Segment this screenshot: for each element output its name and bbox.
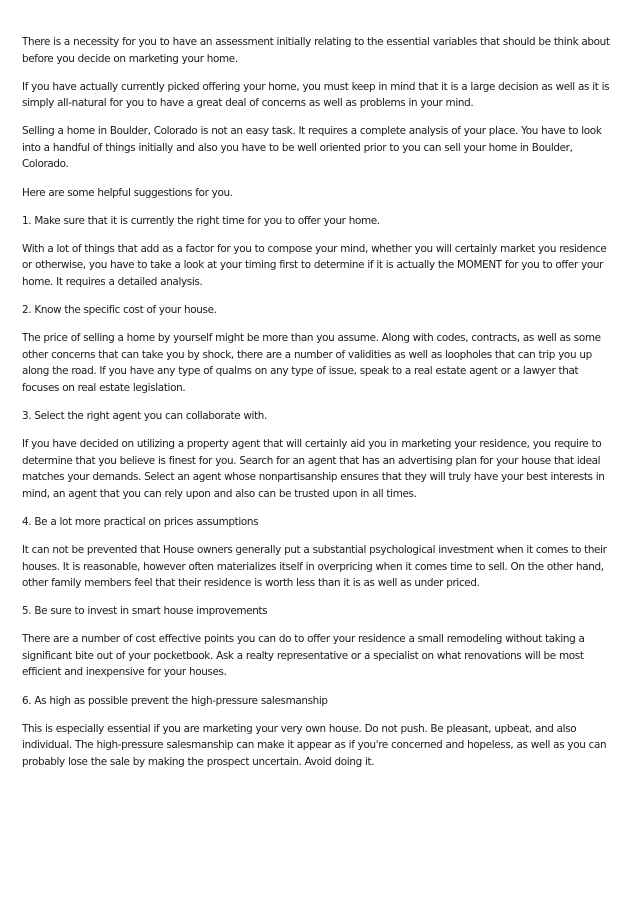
tip-1-heading: 1. Make sure that it is currently the right time for you to offer your home. bbox=[22, 214, 380, 227]
document-body bbox=[22, 34, 618, 782]
decision-paragraph: If you have actually currently picked offering your home, you must keep in mind that it is a large decision as well as it is simply all-natural for you to have a great deal of concerns as well as problems in your mind. bbox=[22, 80, 610, 110]
tip-4-body: It can not be prevented that House owners generally put a substantial psychological investment when it comes to their houses. It is reasonable, however often materializes itself in overpricing when it comes time to sell. On the other hand, other family members feel that their residence is worth less than it is as well as under priced. bbox=[22, 544, 607, 590]
tip-2-heading: 2. Know the specific cost of your house. bbox=[22, 304, 217, 317]
tip-6-body: This is especially essential if you are marketing your very own house. Do not push. Be pleasant, upbeat, and also individual. The high-pressure salesmanship can make it appear as if you're concerned and hopeless, as well as you can probably lose the sale by making the prospect uncertain. Avoid doing it. bbox=[22, 722, 607, 768]
intro-paragraph: There is a necessity for you to have an assessment initially relating to the essential variables that should be think about before you decide on marketing your home. bbox=[22, 36, 610, 65]
tip-3-body: If you have decided on utilizing a property agent that will certainly aid you in marketing your residence, you require to determine that you believe is finest for you. Search for an agent that has an advertising plan for your house that ideal matches your demands. Select an agent whose nonpartisanship ensures that they will truly have your best interests in mind, an agent that you can rely upon and also can be trusted upon in all times. bbox=[22, 438, 605, 500]
tip-4-heading: 4. Be a lot more practical on prices assumptions bbox=[22, 515, 259, 528]
tip-1-body: With a lot of things that add as a factor for you to compose your mind, whether you will certainly market you residence or otherwise, you have to take a look at your timing first to determine if it is actually the MOMENT for you to offer your home. It requires a detailed analysis. bbox=[22, 242, 607, 288]
tip-6-heading: 6. As high as possible prevent the high-pressure salesmanship bbox=[22, 694, 328, 707]
suggestions-intro: Here are some helpful suggestions for you. bbox=[22, 186, 233, 199]
tip-3-heading: 3. Select the right agent you can collaborate with. bbox=[22, 410, 267, 422]
boulder-paragraph: Selling a home in Boulder, Colorado is not an easy task. It requires a complete analysis of your place. You have to look into a handful of things initially and also you have to be well oriented prior to you can sell your home in Boulder, Colorado. bbox=[22, 125, 602, 171]
tip-5-heading: 5. Be sure to invest in smart house improvements bbox=[22, 605, 268, 618]
tip-5-body: There are a number of cost effective points you can do to offer your residence a small remodeling without taking a significant bite out of your pocketbook. Ask a realty representative or a specialist on what renovations will be most efficient and inexpensive for your houses. bbox=[22, 633, 585, 679]
tip-2-body: The price of selling a home by yourself might be more than you assume. Along with codes, contracts, as well as some other concerns that can take you by shock, there are a number of validities as well as loopholes that can trip you up along the road. If you have any type of qualms on any type of issue, speak to a real estate agent or a lawyer that focuses on real estate legislation. bbox=[22, 332, 601, 394]
